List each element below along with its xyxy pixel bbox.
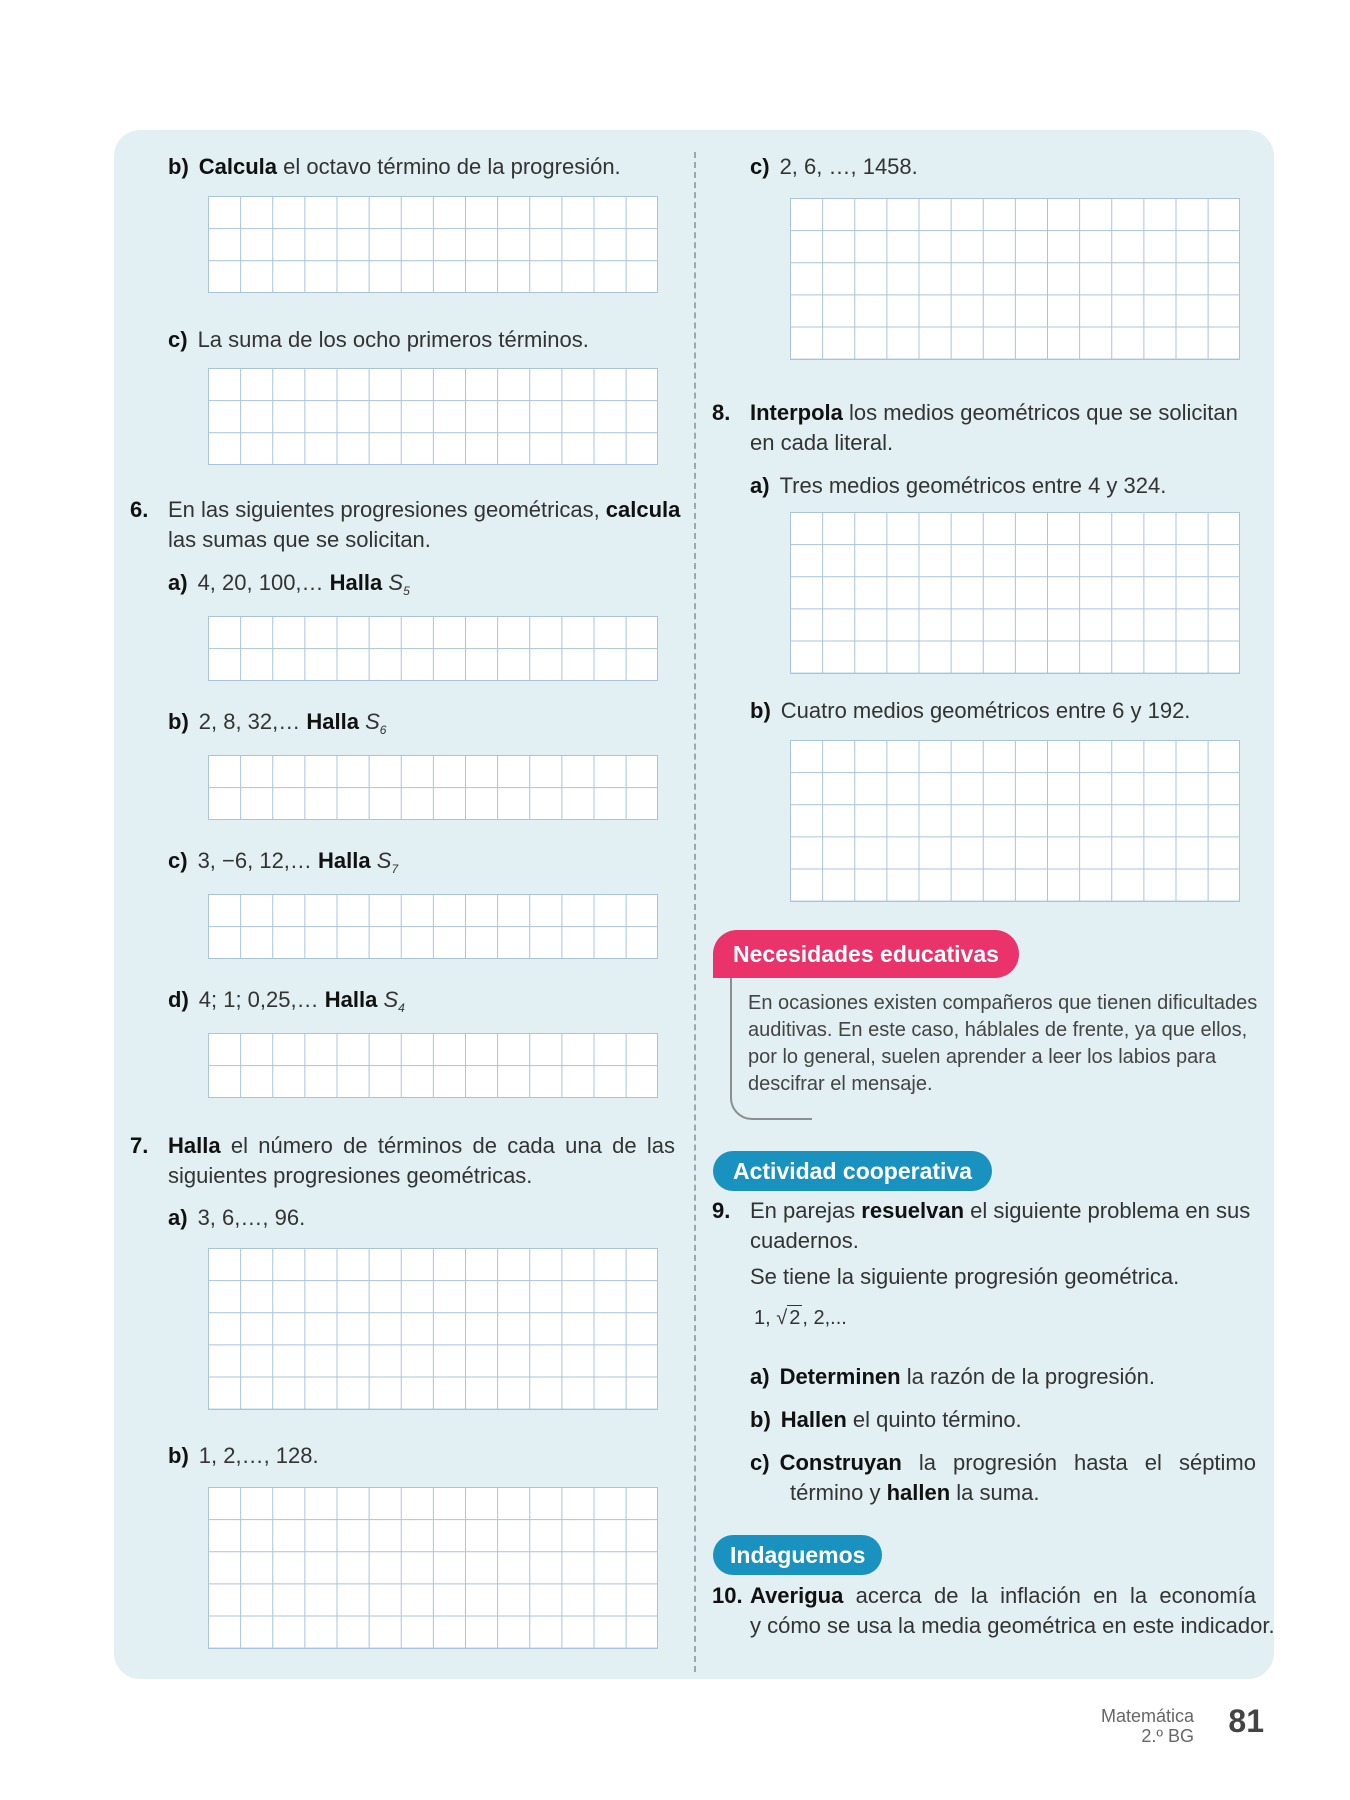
answer-grid-5c[interactable] xyxy=(208,368,658,465)
q9c-text-line2: término y hallen la suma. xyxy=(790,1480,1040,1505)
answer-grid-6c[interactable] xyxy=(208,894,658,959)
q7-heading: 7. Halla el número de términos de cada una de las xyxy=(130,1133,675,1158)
q6-heading-line2: las sumas que se solicitan. xyxy=(168,527,431,552)
answer-grid-6a[interactable] xyxy=(208,616,658,681)
answer-grid-7b[interactable] xyxy=(208,1487,658,1649)
q7b-text: b) 1, 2,…, 128. xyxy=(168,1443,319,1468)
q9-heading-line2: cuadernos. xyxy=(750,1228,859,1253)
q6d-text: d) 4; 1; 0,25,… Halla $S_4$ xyxy=(168,987,405,1015)
q9-intro: Se tiene la siguiente progresión geométrica. xyxy=(750,1264,1180,1289)
sqrt-symbol: √ xyxy=(776,1307,788,1329)
q9-sequence: 1, √ 2 , 2,... xyxy=(754,1307,847,1329)
necesidades-educativas-badge: Necesidades educativas xyxy=(713,930,1019,978)
footer-grade: 2.º BG xyxy=(1141,1726,1194,1746)
q9b-text: b) Hallen el quinto término. xyxy=(750,1407,1022,1432)
q6b-text: b) 2, 8, 32,… Halla $S_6$ xyxy=(168,709,387,737)
q5c-text: c) La suma de los ocho primeros términos. xyxy=(168,327,589,352)
q6a-text: a) 4, 20, 100,… Halla $S_5$ xyxy=(168,570,410,598)
q9-heading: 9. En parejas resuelvan el siguiente problema en sus xyxy=(712,1198,1251,1223)
q8a-text: a) Tres medios geométricos entre 4 y 324. xyxy=(750,473,1167,498)
q7-heading-line2: siguientes progresiones geométricas. xyxy=(168,1163,533,1188)
q9a-text: a) Determinen la razón de la progresión. xyxy=(750,1364,1155,1389)
q10-heading-line2: y cómo se usa la media geométrica en este indicador. xyxy=(750,1613,1275,1638)
q5b-text: b) Calcula el octavo término de la progresión. xyxy=(168,154,621,179)
indaguemos-badge: Indaguemos xyxy=(713,1535,882,1575)
answer-grid-7c[interactable] xyxy=(790,198,1240,360)
answer-grid-8b[interactable] xyxy=(790,740,1240,902)
column-divider xyxy=(694,152,696,1672)
answer-grid-8a[interactable] xyxy=(790,512,1240,674)
footer-subject xyxy=(1101,1706,1194,1746)
necesidades-text: En ocasiones existen compañeros que tienen dificultades auditivas. En este caso, háblales de frente, ya que ellos, por lo general, suelen aprender a leer los labios para descifrar el mensaje. xyxy=(748,992,1258,1095)
q7a-text: a) 3, 6,…, 96. xyxy=(168,1205,306,1230)
q10-heading: 10. Averigua acerca de la inflación en la economía xyxy=(712,1583,1256,1608)
q8b-text: b) Cuatro medios geométricos entre 6 y 192. xyxy=(750,698,1191,723)
answer-grid-6b[interactable] xyxy=(208,755,658,820)
q6c-text: c) 3, −6, 12,… Halla $S_7$ xyxy=(168,848,399,876)
q9c-text: c) Construyan la progresión hasta el séptimo xyxy=(750,1450,1256,1475)
q8-heading: 8. Interpola los medios geométricos que se solicitan xyxy=(712,400,1238,425)
q6-heading: 6. En las siguientes progresiones geométricas, calcula xyxy=(130,497,681,522)
actividad-cooperativa-badge: Actividad cooperativa xyxy=(713,1151,992,1191)
footer-subject-name: Matemática xyxy=(1100,1706,1194,1726)
answer-grid-5b[interactable] xyxy=(208,196,658,293)
page-number: 81 xyxy=(1228,1703,1264,1739)
answer-grid-7a[interactable] xyxy=(208,1248,658,1410)
q8-heading-line2: en cada literal. xyxy=(750,430,894,455)
q7c-text: c) 2, 6, …, 1458. xyxy=(750,154,918,179)
answer-grid-6d[interactable] xyxy=(208,1033,658,1098)
